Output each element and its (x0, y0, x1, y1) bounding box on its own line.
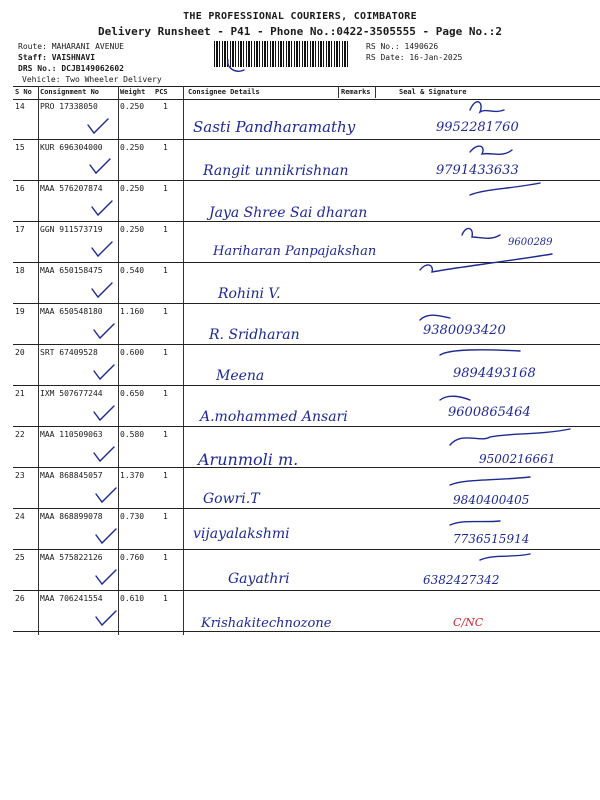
row-pcs: 1 (163, 389, 168, 398)
col-consignee: Consignee Details (188, 88, 260, 96)
row-consignment: MAA 868899078 (40, 512, 103, 521)
row-sno: 16 (15, 184, 25, 193)
signature (450, 477, 530, 485)
row-pcs: 1 (163, 348, 168, 357)
row-pcs: 1 (163, 471, 168, 480)
row-sno: 22 (15, 430, 25, 439)
signature (450, 429, 570, 445)
tick-mark (96, 529, 116, 543)
row-weight: 0.760 (120, 553, 145, 562)
row-pcs: 1 (163, 430, 168, 439)
tick-mark (96, 611, 116, 625)
row-weight: 1.160 (120, 307, 145, 316)
signature (440, 396, 470, 400)
rs-number: RS No.: 1490626 (366, 42, 439, 51)
col-consignment: Consignment No (40, 88, 100, 96)
row-pcs: 1 (163, 553, 168, 562)
tick-mark (92, 201, 112, 215)
signature (440, 350, 520, 355)
consignee-phone: 9600865464 (448, 405, 531, 420)
company-title: THE PROFESSIONAL COURIERS, COIMBATORE (183, 11, 417, 22)
row-sno: 17 (15, 225, 25, 234)
consignee-name: Gowri.T (203, 491, 260, 507)
pen-stroke (228, 60, 244, 71)
row-consignment: IXM 507677244 (40, 389, 103, 398)
consignee-phone: 9894493168 (453, 366, 536, 381)
row-weight: 0.250 (120, 143, 145, 152)
row-weight: 0.730 (120, 512, 145, 521)
consignee-phone: 9380093420 (423, 323, 506, 338)
row-sno: 26 (15, 594, 25, 603)
vehicle-label: Vehicle: Two Wheeler Delivery (22, 75, 162, 84)
row-sno: 14 (15, 102, 25, 111)
signature (462, 228, 500, 238)
consignee-name: Rangit unnikrishnan (203, 163, 349, 179)
consignee-name: Arunmoli m. (198, 450, 299, 469)
row-sno: 21 (15, 389, 25, 398)
signature (470, 102, 504, 112)
row-pcs: 1 (163, 266, 168, 275)
row-pcs: 1 (163, 184, 168, 193)
consignee-name: Sasti Pandharamathy (193, 118, 356, 136)
consignee-phone: 9952281760 (436, 120, 519, 135)
col-remarks: Remarks (341, 88, 371, 96)
row-weight: 0.580 (120, 430, 145, 439)
drs-label: DRS No.: DCJB149062602 (18, 64, 124, 73)
row-weight: 1.370 (120, 471, 145, 480)
remark-note: C/NC (453, 616, 484, 629)
col-pcs: PCS (155, 88, 168, 96)
row-weight: 0.600 (120, 348, 145, 357)
row-sno: 24 (15, 512, 25, 521)
row-pcs: 1 (163, 512, 168, 521)
row-pcs: 1 (163, 594, 168, 603)
consignee-phone: 7736515914 (453, 532, 530, 546)
row-weight: 0.250 (120, 184, 145, 193)
tick-mark (94, 406, 114, 420)
tick-mark (90, 159, 110, 173)
row-sno: 19 (15, 307, 25, 316)
row-sno: 20 (15, 348, 25, 357)
tick-mark (88, 119, 108, 133)
signature (480, 554, 530, 560)
row-consignment: MAA 110509063 (40, 430, 103, 439)
row-weight: 0.250 (120, 102, 145, 111)
consignee-phone: 9500216661 (479, 452, 556, 466)
runsheet-title: Delivery Runsheet - P41 - Phone No.:0422-3505555 - Page No.:2 (98, 25, 502, 38)
consignee-name: Jaya Shree Sai dharan (209, 205, 368, 221)
signature (450, 521, 500, 525)
row-consignment: MAA 706241554 (40, 594, 103, 603)
consignee-name: A.mohammed Ansari (200, 409, 348, 425)
tick-mark (94, 447, 114, 461)
consignee-name: Gayathri (228, 571, 290, 587)
rs-date: RS Date: 16-Jan-2025 (366, 53, 463, 62)
col-signature: Seal & Signature (399, 88, 467, 96)
row-pcs: 1 (163, 143, 168, 152)
consignee-name: Meena (216, 368, 265, 384)
col-sno: S No (15, 88, 32, 96)
signature (420, 315, 450, 320)
signature (420, 254, 552, 272)
row-consignment: KUR 696304000 (40, 143, 103, 152)
tick-mark (92, 242, 112, 256)
row-consignment: MAA 650548180 (40, 307, 103, 316)
row-sno: 23 (15, 471, 25, 480)
consignee-name: R. Sridharan (209, 327, 300, 343)
row-weight: 0.540 (120, 266, 145, 275)
row-consignment: MAA 650158475 (40, 266, 103, 275)
consignee-name: Rohini V. (218, 286, 281, 302)
row-weight: 0.250 (120, 225, 145, 234)
row-consignment: MAA 868845057 (40, 471, 103, 480)
staff-label: Staff: VAISHNAVI (18, 53, 96, 62)
row-weight: 0.610 (120, 594, 145, 603)
row-pcs: 1 (163, 307, 168, 316)
row-weight: 0.650 (120, 389, 145, 398)
row-pcs: 1 (163, 102, 168, 111)
consignee-name: Krishakitechnozone (201, 616, 332, 631)
tick-mark (96, 488, 116, 502)
col-weight: Weight (120, 88, 146, 96)
row-consignment: GGN 911573719 (40, 225, 103, 234)
row-consignment: PRO 17338050 (40, 102, 98, 111)
signature (470, 183, 540, 195)
row-pcs: 1 (163, 225, 168, 234)
tick-mark (92, 283, 112, 297)
row-sno: 15 (15, 143, 25, 152)
consignee-name: Hariharan Panpajakshan (213, 244, 377, 259)
consignee-phone: 6382427342 (423, 573, 500, 587)
tick-mark (96, 570, 116, 584)
tick-mark (94, 324, 114, 338)
row-consignment: MAA 575822126 (40, 553, 103, 562)
consignee-phone: 9791433633 (436, 163, 519, 178)
tick-mark (94, 365, 114, 379)
consignee-name: vijayalakshmi (193, 526, 290, 542)
row-sno: 18 (15, 266, 25, 275)
row-consignment: SRT 67409528 (40, 348, 98, 357)
row-sno: 25 (15, 553, 25, 562)
row-consignment: MAA 576207874 (40, 184, 103, 193)
consignee-phone: 9600289 (508, 237, 553, 248)
signature (470, 146, 512, 154)
route-label: Route: MAHARANI AVENUE (18, 42, 124, 51)
consignee-phone: 9840400405 (453, 493, 530, 507)
